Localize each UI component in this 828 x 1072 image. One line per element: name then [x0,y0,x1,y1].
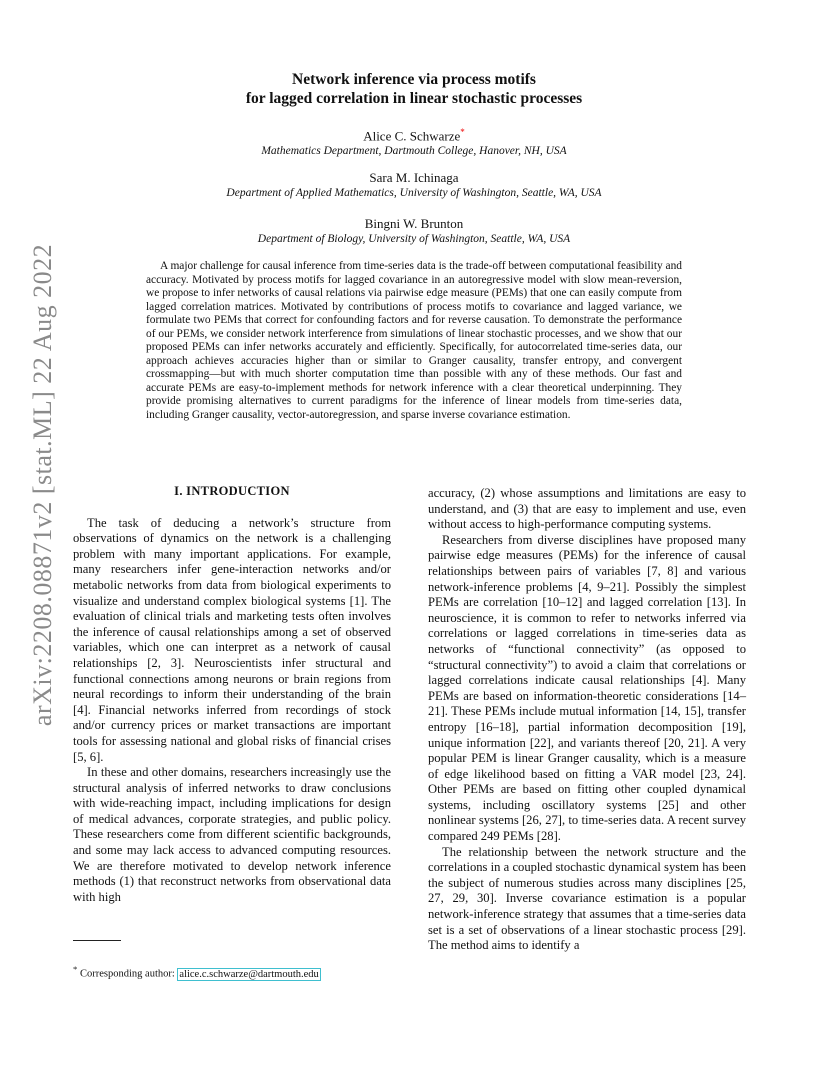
author-name: Sara M. Ichinaga [369,170,459,185]
section-heading: I. INTRODUCTION [174,484,290,498]
title-line-1: Network inference via process motifs [292,71,536,88]
author-name: Alice C. Schwarze [363,128,461,144]
author-block-3 [0,216,828,247]
footnote-marker[interactable]: * [460,127,465,137]
paragraph: accuracy, (2) whose assumptions and limitations are easy to understand, and (3) that are easy to implement and use, even without access to high-performance computing systems. [428,486,746,532]
arxiv-identifier [22,243,64,727]
arxiv-id-text: arXiv:2208.08871v2 [stat.ML] 22 Aug 2022 [28,243,57,727]
footnote-text: Corresponding author: [80,968,178,980]
paragraph: The task of deducing a network’s structure from observations of dynamics on the network is a challenging problem with many important applications. For example, many researchers infer gene-interaction networks and/or metabolic networks from data from biological experiments to visualize and understand complex biological systems [1]. The evaluation of clinical trials and marketing tests often involves the inference of causal relationships among a set of observed variables, which one can interpret as a network of causal relationships [2, 3]. Neuroscientists infer structural and functional connections among neurons or brain regions from neural recordings to inform their understanding of the brain [4]. Financial networks inferred from recordings of stock and/or currency prices or market transactions are important tools for assessing national and global risks of financial crises [5, 6]. [73,515,391,764]
paper-title [0,70,828,108]
footnote-rule [73,940,121,941]
footnote-mark: * [73,964,78,974]
paragraph: In these and other domains, researchers increasingly use the structural analysis of inferred networks to draw conclusions with wide-reaching impact, including implications for design of medical advances, corporate strategies, and public policy. These researchers come from different scientific backgrounds, and some may lack access to advanced computing resources. We are therefore motivated to develop network inference methods (1) that reconstruct networks from observational data with high [73,765,391,904]
author-affiliation: Department of Biology, University of Washington, Seattle, WA, USA [257,233,571,245]
paragraph: Researchers from diverse disciplines have proposed many pairwise edge measures (PEMs) for the inference of causal relationships between pairs of variables [7, 8] and various network-inference problems [4, 9–21]. Possibly the simplest PEMs are correlation [10–12] and lagged correlation [13]. In neuroscience, it is common to refer to networks inferred via correlations or lagged correlations in time-series data as networks of “functional connectivity” (as opposed to “structural connectivity”) to avoid a claim that correlations or lagged correlations indicate causal relationships [4]. Many PEMs are based on information-theoretic considerations [14–21]. These PEMs include mutual information [14, 15], transfer entropy [16–18], partial information decomposition [19], unique information [22], and variants thereof [20, 21]. A very popular PEM is linear Granger causality, which is a measure of edge likelihood based on fitting a VAR model [23, 24]. Other PEMs are based on fitting other coupled dynamical systems, including oscillatory systems [25] and other nonlinear systems [26, 27], to time-series data. A recent survey compared 249 PEMs [28]. [428,532,746,844]
right-column [428,486,746,954]
author-block-2 [0,170,828,201]
author-affiliation: Department of Applied Mathematics, University of Washington, Seattle, WA, USA [226,187,602,199]
author-block-1 [0,124,828,159]
author-affiliation: Mathematics Department, Dartmouth College, Hanover, NH, USA [261,145,567,158]
paragraph: The relationship between the network structure and the correlations in a coupled stochastic dynamical system has been the subject of numerous studies across many disciplines [25, 27, 29, 30]. Inverse covariance estimation is a popular network-inference strategy that assumes that a time-series data set is a set of observations of a linear stochastic process [29]. The method aims to identify a [428,844,746,953]
abstract: A major challenge for causal inference from time-series data is the trade-off between computational feasibility and accuracy. Motivated by process motifs for lagged covariance in an autoregressive model with slow mean-reversion, we propose to infer networks of causal relations via pairwise edge measure (PEMs) that one can easily compute from lagged correlation matrices. Motivated by contributions of process motifs to covariance and lagged variance, we formulate two PEMs that correct for confounding factors and for reverse causation. To demonstrate the performance of our PEMs, we consider network interference from simulations of linear stochastic processes, and we show that our proposed PEMs can infer networks accurately and efficiently. Specifically, for autocorrelated time-series data, our approach achieves accuracies higher than or similar to Granger causality, transfer entropy, and convergent crossmapping—but with much shorter computation time than possible with any of these methods. Our fast and accurate PEMs are easy-to-implement methods for network inference with a clear theoretical underpinning. They provide promising alternatives to current paradigms for the inference of linear models from time-series data, including Granger causality, vector-autoregression, and sparse inverse covariance estimation. [146,260,682,421]
left-column [73,484,391,905]
title-line-2: for lagged correlation in linear stochastic processes [245,90,583,107]
author-name: Bingni W. Brunton [364,216,464,231]
email-link[interactable]: alice.c.schwarze@dartmouth.edu [179,968,319,980]
footnote [73,964,321,980]
